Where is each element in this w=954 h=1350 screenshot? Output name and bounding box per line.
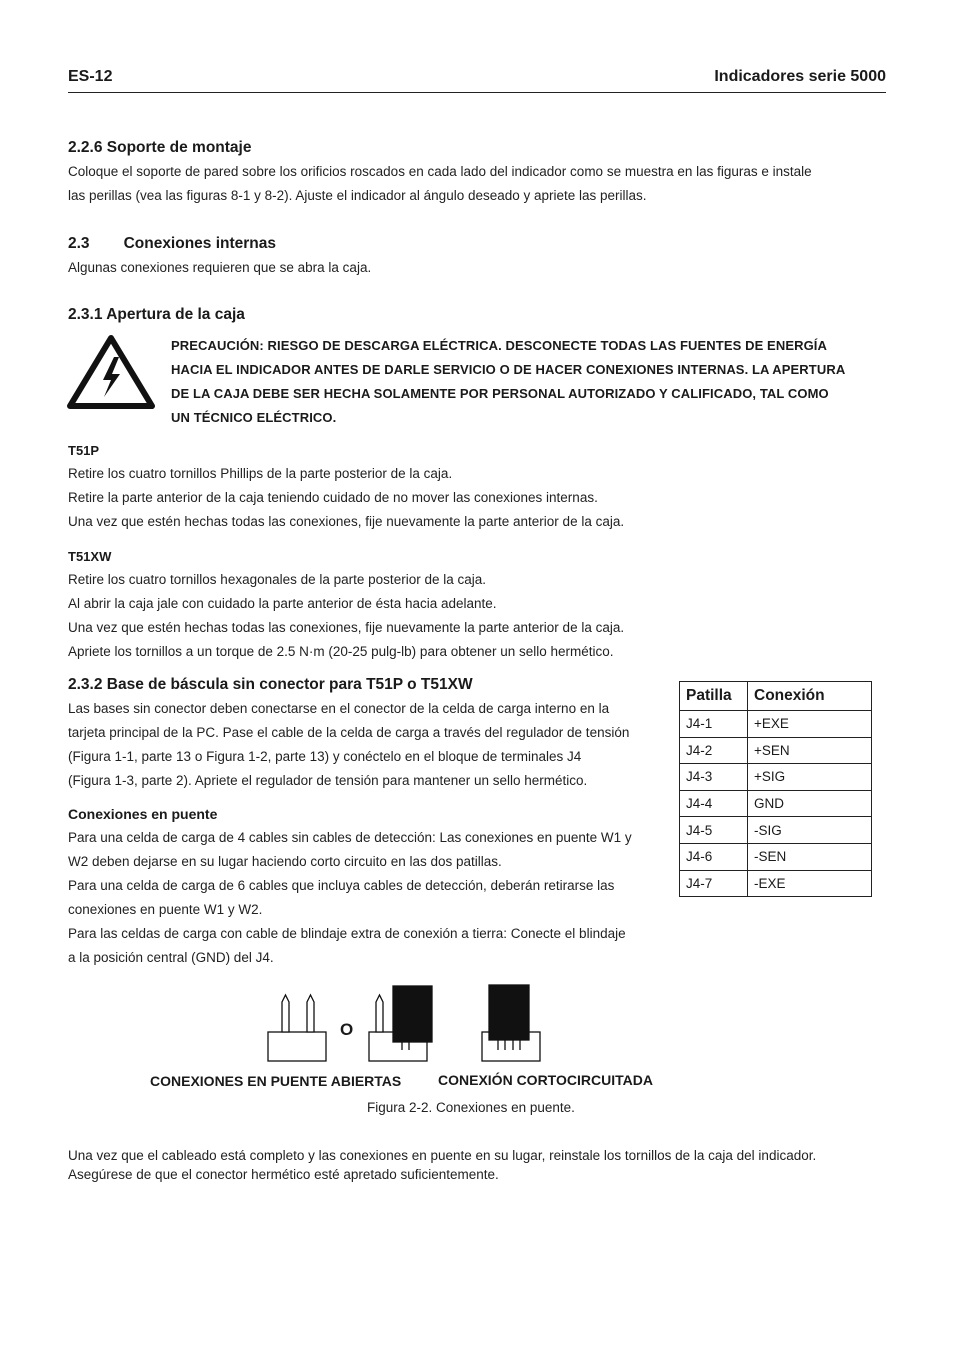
header-rule (68, 92, 886, 93)
paragraph-line: Una vez que estén hechas todas las conexiones, fije nuevamente la parte anterior de la caja. (68, 514, 625, 529)
paragraph-line: Apriete los tornillos a un torque de 2.5 N·m (20-25 pulg-lb) para obtener un sello hermético. (68, 644, 614, 659)
section-title: Conexiones internas (123, 235, 277, 252)
half-installed-jumper (369, 986, 432, 1061)
table-row (680, 843, 872, 870)
caution-line: HACIA EL INDICADOR ANTES DE DARLE SERVICIO O DE HACER CONEXIONES INTERNAS. LA APERTURA (171, 362, 846, 377)
pin-cell: J4-2 (680, 737, 748, 764)
jumpers-heading: Conexiones en puente (68, 806, 218, 822)
column-header-connection: Conexión (748, 682, 872, 711)
jumper-figure (262, 980, 552, 1066)
shorted-jumper-label: CONEXIÓN CORTOCIRCUITADA (438, 1072, 653, 1088)
paragraph-line: Coloque el soporte de pared sobre los orificios roscados en cada lado del indicador como se muestra en las figuras e instale (68, 164, 812, 179)
jumpers-body (68, 826, 668, 970)
pin-cell: J4-6 (680, 843, 748, 870)
j4-pin-table (679, 681, 872, 897)
paragraph-line: las perillas (vea las figuras 8-1 y 8-2). Ajuste el indicador al ángulo deseado y apriete las perillas. (68, 188, 647, 203)
section-body-2-3: Algunas conexiones requieren que se abra la caja. (68, 260, 372, 275)
paragraph-line: tarjeta principal de la PC. Pase el cable de la celda de carga a través del regulador de tensión (68, 725, 630, 740)
connection-cell: -SEN (748, 843, 872, 870)
model-label-t51xw: T51XW (68, 549, 112, 564)
table-row (680, 764, 872, 791)
t51xw-steps (68, 568, 868, 664)
figure-caption: Figura 2-2. Conexiones en puente. (367, 1100, 575, 1115)
paragraph-line: Asegúrese de que el conector hermético esté apretado suficientemente. (68, 1167, 499, 1182)
caution-line: DE LA CAJA DEBE SER HECHA SOLAMENTE POR PERSONAL AUTORIZADO Y CALIFICADO, TAL COMO (171, 386, 829, 401)
paragraph-line: a la posición central (GND) del J4. (68, 950, 274, 965)
open-jumper-label: CONEXIONES EN PUENTE ABIERTAS (150, 1073, 402, 1089)
section-body-2-3-2 (68, 697, 668, 793)
document-title: Indicadores serie 5000 (714, 68, 886, 85)
pin-cell: J4-4 (680, 790, 748, 817)
paragraph-line: conexiones en puente W1 y W2. (68, 902, 263, 917)
paragraph-line: (Figura 1-3, parte 2). Apriete el regulador de tensión para mantener un sello hermético. (68, 773, 588, 788)
closing-paragraph (68, 1146, 898, 1184)
connection-cell: -SIG (748, 817, 872, 844)
paragraph-line: Al abrir la caja jale con cuidado la parte anterior de ésta hacia adelante. (68, 596, 497, 611)
pin-cell: J4-3 (680, 764, 748, 791)
column-header-pin: Patilla (680, 682, 748, 711)
connection-cell: +SEN (748, 737, 872, 764)
table-row (680, 737, 872, 764)
caution-line: UN TÉCNICO ELÉCTRICO. (171, 410, 337, 425)
section-heading-2-3 (68, 235, 276, 253)
paragraph-line: Para una celda de carga de 4 cables sin cables de detección: Las conexiones en puente W1 y (68, 830, 632, 845)
table-row (680, 817, 872, 844)
section-body-2-2-6 (68, 160, 888, 208)
paragraph-line: W2 deben dejarse en su lugar haciendo corto circuito en las dos patillas. (68, 854, 502, 869)
paragraph-line: (Figura 1-1, parte 13 o Figura 1-2, parte 13) y conéctelo en el bloque de terminales J4 (68, 749, 582, 764)
caution-line: PRECAUCIÓN: RIESGO DE DESCARGA ELÉCTRICA. DESCONECTE TODAS LAS FUENTES DE ENERGÍA (171, 338, 827, 353)
section-heading-2-3-1: 2.3.1 Apertura de la caja (68, 306, 245, 323)
section-heading-2-3-2: 2.3.2 Base de báscula sin conector para T51P o T51XW (68, 676, 473, 693)
paragraph-line: Para las celdas de carga con cable de blindaje extra de conexión a tierra: Conecte el blindaje (68, 926, 626, 941)
figure-or-label: O (340, 1020, 354, 1039)
paragraph-line: Las bases sin conector deben conectarse en el conector de la celda de carga interno en la (68, 701, 610, 716)
table-row (680, 790, 872, 817)
electric-shock-caution (171, 334, 871, 430)
connection-cell: GND (748, 790, 872, 817)
table-row (680, 870, 872, 897)
pin-cell: J4-7 (680, 870, 748, 897)
table-row (680, 711, 872, 738)
electric-shock-warning-icon (66, 333, 156, 411)
connection-cell: +EXE (748, 711, 872, 738)
paragraph-line: Una vez que estén hechas todas las conexiones, fije nuevamente la parte anterior de la caja. (68, 620, 625, 635)
paragraph-line: Una vez que el cableado está completo y las conexiones en puente en su lugar, reinstale los tornillos de la caja del indicador. (68, 1148, 817, 1163)
open-jumper-pins (268, 995, 326, 1061)
connection-cell: +SIG (748, 764, 872, 791)
shorted-jumper (482, 985, 540, 1061)
table-header-row (680, 682, 872, 711)
t51p-steps (68, 462, 868, 534)
pin-cell: J4-5 (680, 817, 748, 844)
section-number: 2.3 (68, 235, 90, 252)
section-heading-2-2-6: 2.2.6 Soporte de montaje (68, 139, 252, 156)
paragraph-line: Retire los cuatro tornillos hexagonales de la parte posterior de la caja. (68, 572, 486, 587)
paragraph-line: Retire los cuatro tornillos Phillips de la parte posterior de la caja. (68, 466, 453, 481)
paragraph-line: Para una celda de carga de 6 cables que incluya cables de detección, deberán retirarse las (68, 878, 615, 893)
connection-cell: -EXE (748, 870, 872, 897)
pin-cell: J4-1 (680, 711, 748, 738)
paragraph-line: Retire la parte anterior de la caja teniendo cuidado de no mover las conexiones internas. (68, 490, 598, 505)
model-label-t51p: T51P (68, 443, 100, 458)
page-number: ES-12 (68, 68, 113, 85)
